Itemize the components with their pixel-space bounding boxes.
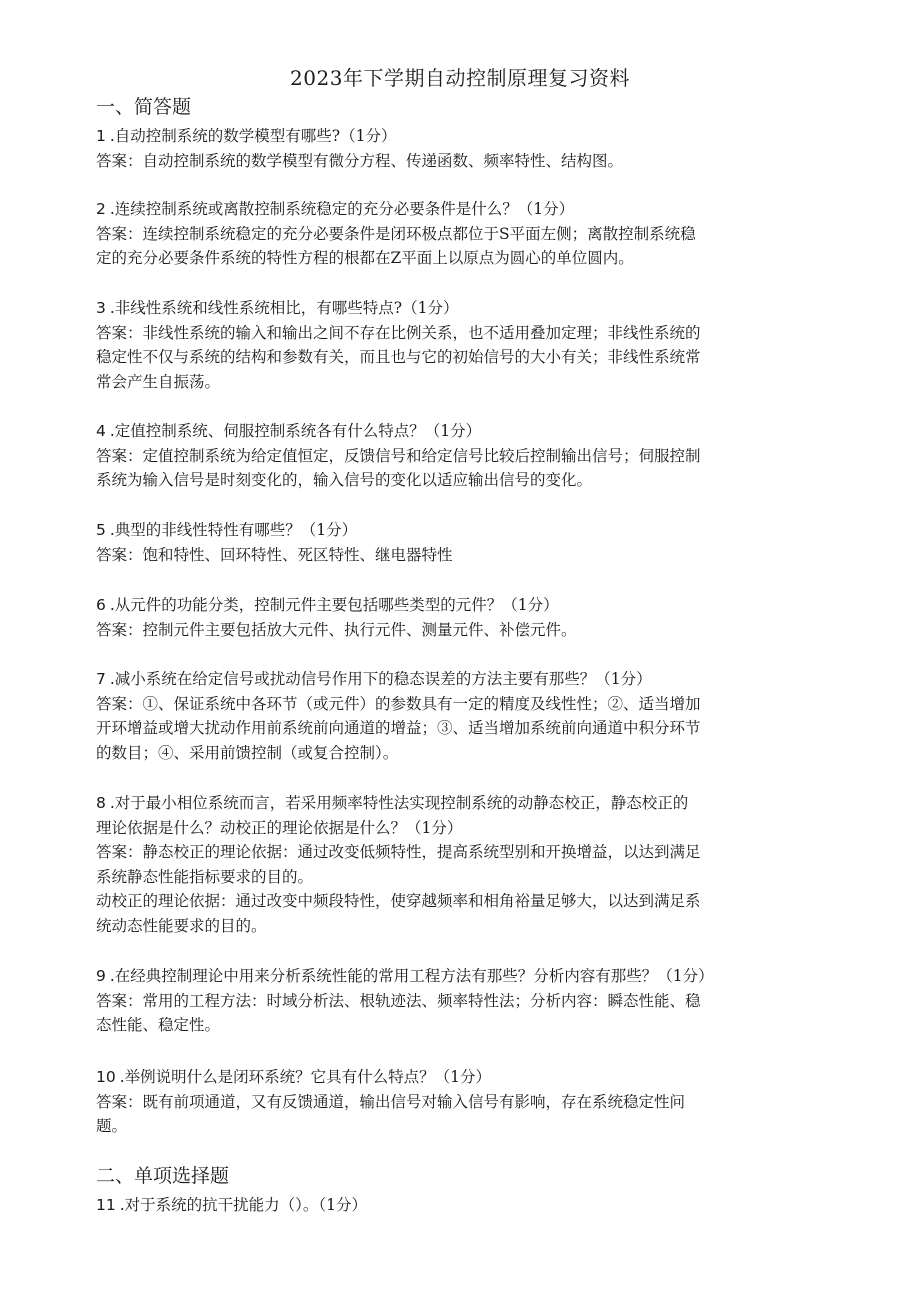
question-text: 8 .对于最小相位系统而言，若采用频率特性法实现控制系统的动静态校正，静态校正的 [96, 794, 689, 812]
section-heading-single-choice: 二、单项选择题 [96, 1165, 230, 1187]
question-text: 7 .减小系统在给定信号或扰动信号作用下的稳态误差的方法主要有那些？（1分） [96, 670, 652, 688]
answer: 答案：自动控制系统的数学模型有微分方程、传递函数、频率特性、结构图。 [96, 151, 624, 170]
answer: 答案：静态校正的理论依据：通过改变低频特性，提高系统型别和开换增益，以达到满足 系统静态性能指标要求的目的。 动校正的理论依据：通过改变中频段特性，使穿越频率和相角裕量足够大，以达到满足系 统动态性能要求的目的。 [96, 843, 701, 935]
question-4 [96, 419, 836, 493]
question-11 [96, 1193, 836, 1218]
question-9 [96, 964, 836, 1038]
answer: 答案：连续控制系统稳定的充分必要条件是闭环极点都位于S平面左侧；离散控制系统稳 定的充分必要条件系统的特性方程的根都在Z平面上以原点为圆心的单位圆内。 [96, 224, 696, 267]
answer: 答案：既有前项通道，又有反馈通道，输出信号对输入信号有影响，存在系统稳定性问 题。 [96, 1092, 686, 1135]
question-text-continued: 理论依据是什么？动校正的理论依据是什么？（1分） [96, 818, 463, 837]
answer: 答案：非线性系统的输入和输出之间不存在比例关系，也不适用叠加定理；非线性系统的 稳定性不仅与系统的结构和参数有关，而且也与它的初始信号的大小有关；非线性系统常 常会产生自振荡。 [96, 323, 701, 391]
question-text: 10 .举例说明什么是闭环系统？它具有什么特点？（1分） [96, 1068, 492, 1086]
question-text: 3 .非线性系统和线性系统相比，有哪些特点?（1分） [96, 299, 459, 317]
question-text: 2 .连续控制系统或离散控制系统稳定的充分必要条件是什么？（1分） [96, 200, 575, 218]
question-7 [96, 667, 836, 765]
question-text: 6 .从元件的功能分类，控制元件主要包括哪些类型的元件？（1分） [96, 596, 559, 614]
question-8 [96, 791, 836, 938]
question-10 [96, 1065, 836, 1139]
document-title: 2023年下学期自动控制原理复习资料 [290, 66, 630, 90]
answer: 答案：控制元件主要包括放大元件、执行元件、测量元件、补偿元件。 [96, 620, 577, 639]
answer: 答案：定值控制系统为给定值恒定，反馈信号和给定信号比较后控制输出信号；伺服控制 系统为输入信号是时刻变化的，输入信号的变化以适应输出信号的变化。 [96, 446, 701, 489]
question-5 [96, 518, 836, 567]
question-6 [96, 593, 836, 642]
answer: 答案：饱和特性、回环特性、死区特性、继电器特性 [96, 545, 453, 564]
question-text: 11 .对于系统的抗干扰能力（）。（1分） [96, 1196, 368, 1214]
answer: 答案：①、保证系统中各环节（或元件）的参数具有一定的精度及线性性；②、适当增加 开环增益或增大扰动作用前系统前向通道的增益；③、适当增加系统前向通道中积分环节 的数目；④、采用前馈控制（或复合控制）。 [96, 694, 701, 762]
question-text: 1 .自动控制系统的数学模型有哪些?（1分） [96, 127, 397, 145]
question-3 [96, 296, 836, 394]
section-heading-short-answer: 一、简答题 [96, 96, 192, 118]
question-1 [96, 124, 836, 173]
question-text: 5 .典型的非线性特性有哪些？（1分） [96, 521, 358, 539]
answer: 答案：常用的工程方法：时域分析法、根轨迹法、频率特性法；分析内容：瞬态性能、稳 态性能、稳定性。 [96, 991, 701, 1034]
question-2 [96, 197, 836, 271]
question-text: 4 .定值控制系统、伺服控制系统各有什么特点？（1分） [96, 422, 482, 440]
question-text: 9 .在经典控制理论中用来分析系统性能的常用工程方法有那些？分析内容有那些？（1分） [96, 967, 714, 985]
